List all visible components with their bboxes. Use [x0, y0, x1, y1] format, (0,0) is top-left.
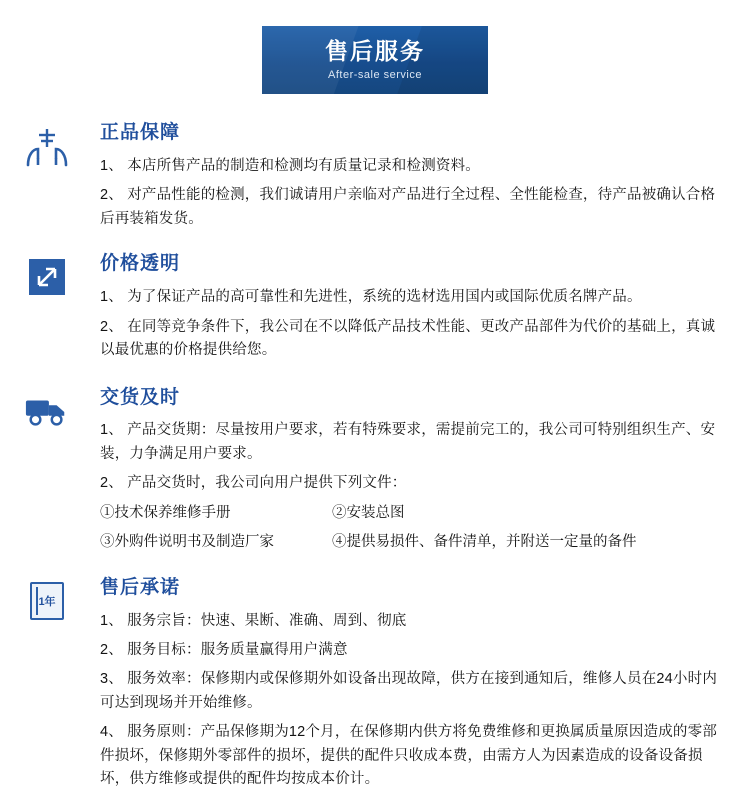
- section-body: [100, 286, 726, 362]
- section-line: 1、 服务宗旨：快速、果断、准确、周到、彻底: [100, 612, 407, 629]
- document-row: [100, 531, 726, 554]
- section-line: 1、 产品交货期：尽量按用户要求，若有特殊要求，需提前完工的，我公司可特别组织生产、安装，力争满足用户要求。: [100, 422, 716, 462]
- sections-container: [0, 122, 750, 798]
- section-line: 2、 服务目标：服务质量赢得用户满意: [100, 642, 348, 658]
- section-title: 正品保障: [100, 122, 181, 143]
- section-title: 交货及时: [100, 386, 181, 408]
- section-after-sale-promise: [0, 577, 750, 792]
- delivery-truck-icon: [24, 389, 70, 433]
- document-item: ③外购件说明书及制造厂家: [100, 534, 274, 551]
- warranty-label: 1年: [38, 595, 56, 608]
- hands-protect-icon: [24, 124, 70, 168]
- page-banner: [262, 26, 488, 94]
- banner-title-cn: 售后服务: [325, 37, 425, 64]
- section-body: [100, 610, 726, 792]
- section-line: 4、 服务原则：产品保修期为12个月，在保修期内供方将免费维修和更换属质量原因造成的零部件损坏，保修期外零部件的损坏，提供的配件只收成本费，由需方人为因素造成的设备设备损坏，供方维修或提供的配件均按成本价计。: [100, 724, 718, 788]
- section-line: 1、 为了保证产品的高可靠性和先进性，系统的选材选用国内或国际优质名牌产品。: [100, 289, 642, 306]
- section-transparent-price: [0, 253, 750, 362]
- section-body: [100, 155, 726, 231]
- one-year-warranty-icon: [24, 579, 70, 623]
- section-title: 售后承诺: [100, 576, 181, 598]
- diagonal-arrows-icon: [24, 255, 70, 299]
- section-body: [100, 419, 726, 554]
- section-line: 2、 产品交货时，我公司向用户提供下列文件：: [100, 475, 407, 492]
- section-line: 3、 服务效率：保修期内或保修期外如设备出现故障，供方在接到通知后，维修人员在24小时内可达到现场并开始维修。: [100, 671, 718, 711]
- document-item: ①技术保养维修手册: [100, 504, 231, 521]
- document-row: [100, 502, 726, 525]
- document-item: ④提供易损件、备件清单，并附送一定量的备件: [332, 534, 637, 551]
- section-line: 2、 对产品性能的检测，我们诚请用户亲临对产品进行全过程、全性能检查，待产品被确认合格后再装箱发货。: [100, 187, 716, 227]
- banner-title-en: After-sale service: [328, 69, 422, 82]
- section-line: 2、 在同等竞争条件下，我公司在不以降低产品技术性能、更改产品部件为代价的基础上，真诚以最优惠的价格提供给您。: [100, 318, 716, 359]
- document-item: ②安装总图: [332, 504, 405, 521]
- warranty-badge: [30, 582, 64, 620]
- section-title: 价格透明: [100, 253, 181, 275]
- section-timely-delivery: [0, 387, 750, 555]
- section-line: 1、 本店所售产品的制造和检测均有质量记录和检测资料。: [100, 157, 480, 174]
- section-genuine-guarantee: [0, 122, 750, 231]
